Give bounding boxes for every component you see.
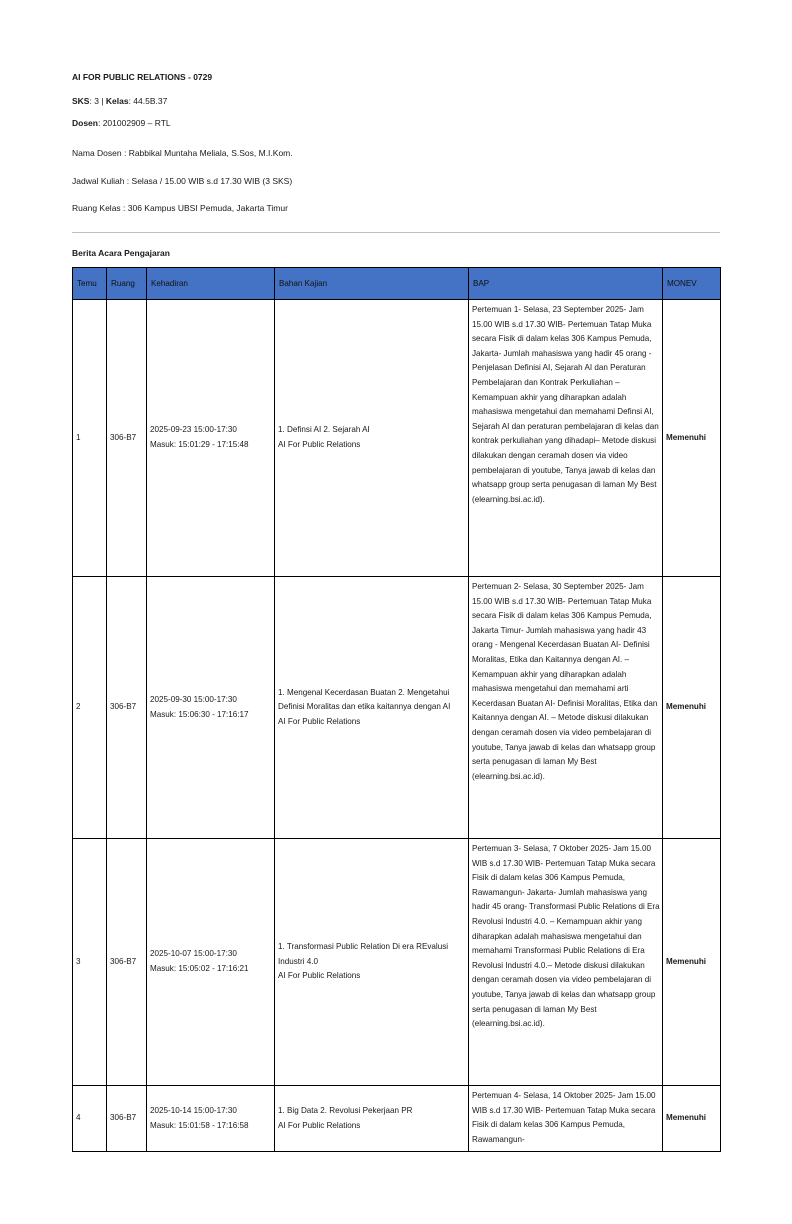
cell-monev: Memenuhi [663,577,721,839]
cell-monev: Memenuhi [663,1086,721,1152]
cell-temu: 3 [73,839,107,1086]
sks-label: SKS [72,96,90,106]
cell-ruang: 306-B7 [107,300,147,577]
cell-monev: Memenuhi [663,300,721,577]
cell-bahan-kajian [275,577,469,839]
col-header-ruang: Ruang [107,268,147,300]
jadwal-kuliah: Jadwal Kuliah : Selasa / 15.00 WIB s.d 17.30 WIB (3 SKS) [72,176,293,186]
bahan-topics: 1. Big Data 2. Revolusi Pekerjaan PR [278,1105,413,1115]
bahan-course: AI For Public Relations [278,1120,361,1130]
cell-bahan-kajian [275,839,469,1086]
cell-monev: Memenuhi [663,839,721,1086]
dosen-value: : 201002909 – RTL [97,118,171,128]
nama-dosen: Nama Dosen : Rabbikal Muntaha Meliala, S.Sos, M.I.Kom. [72,148,293,158]
dosen-label: Dosen [72,118,98,128]
col-header-bahan-kajian: Bahan Kajian [275,268,469,300]
kehadiran-schedule: 2025-10-14 15:00-17:30 [150,1105,237,1115]
cell-kehadiran [147,300,275,577]
table-row [73,300,721,577]
cell-ruang: 306-B7 [107,1086,147,1152]
col-header-bap: BAP [469,268,663,300]
cell-temu: 4 [73,1086,107,1152]
bahan-course: AI For Public Relations [278,971,361,981]
table-row [73,839,721,1086]
cell-bap: Pertemuan 1- Selasa, 23 September 2025- Jam 15.00 WIB s.d 17.30 WIB- Pertemuan Tatap Muka secara Fisik di dalam kelas 306 Kampus Pemuda, Jakarta- Jumlah mahasiswa yang hadir 45 orang - Penjelasan Definisi AI, Sejarah AI dan Peraturan Pembelajaran dan Kontrak Perkuliahan – Kemampuan akhir yang diharapkan adalah mahasiswa mengetahui dan memahami Definsi AI, Sejarah AI dan peraturan pembelajaran di kelas dan kontrak perkuliahan yang dihadapi– Metode diskusi dilakukan dengan ceramah dosen via video pembelajaran di youtube, Tanya jawab di kelas dan whatsapp group serta penugasan di laman My Best (elearning.bsi.ac.id). [469,300,663,577]
kehadiran-schedule: 2025-09-30 15:00-17:30 [150,694,237,704]
cell-kehadiran [147,839,275,1086]
bahan-topics: 1. Transformasi Public Relation Di era REvalusi Industri 4.0 [278,942,449,966]
bahan-course: AI For Public Relations [278,440,361,449]
kehadiran-masuk: Masuk: 15:05:02 - 17:16:21 [150,964,249,973]
cell-kehadiran [147,1086,275,1152]
cell-temu: 1 [73,300,107,577]
course-title: AI FOR PUBLIC RELATIONS - 0729 [72,72,213,82]
kelas-label: Kelas [105,96,129,106]
table-row [73,1086,721,1152]
cell-ruang: 306-B7 [107,839,147,1086]
sks-kelas-line [72,96,167,106]
kehadiran-masuk: Masuk: 15:01:58 - 17:16:58 [150,1120,249,1130]
cell-bap: Pertemuan 3- Selasa, 7 Oktober 2025- Jam 15.00 WIB s.d 17.30 WIB- Pertemuan Tatap Muka secara Fisik di dalam kelas 306 Kampus Pemuda, Rawamangun- Jakarta- Jumlah mahasiswa yang hadir 45 orang- Transformasi Public Relations di Era Revolusi Industri 4.0. – Kemampuan akhir yang diharapkan adalah mahasiswa mengetahui dan memahami Transformasi Public Relations di Era Revolusi Industri 4.0.– Metode diskusi dilakukan dengan ceramah dosen via video pembelajaran di youtube, Tanya jawab di kelas dan whatsapp group serta penugasan di laman My Best (elearning.bsi.ac.id). [469,839,663,1086]
sks-value: : 3 | [89,96,106,106]
bahan-topics: 1. Mengenal Kecerdasan Buatan 2. Mengetahui Definisi Moralitas dan etika kaitannya dengan AI [278,687,451,712]
cell-bahan-kajian [275,1086,469,1152]
cell-bap: Pertemuan 2- Selasa, 30 September 2025- Jam 15.00 WIB s.d 17.30 WIB- Pertemuan Tatap Muka secara Fisik di dalam kelas 306 Kampus Pemuda, Jakarta Timur- Jumlah mahasiswa yang hadir 43 orang - Mengenal Kecerdasan Buatan AI- Definisi Moralitas, Etika dan Kaitannya dengan AI. – Kemampuan akhir yang diharapkan adalah mahasiswa mengetahui dan memahami arti Kecerdasan Buatan AI- Definisi Moralitas, Etika dan Kaitannya dengan AI. – Metode diskusi dilakukan dengan ceramah dosen via video pembelajaran di youtube, Tanya jawab di kelas dan whatsapp group serta penugasan di laman My Best (elearning.bsi.ac.id). [469,577,663,839]
col-header-kehadiran: Kehadiran [147,268,275,300]
cell-bahan-kajian [275,300,469,577]
ruang-kelas: Ruang Kelas : 306 Kampus UBSI Pemuda, Jakarta Timur [72,203,288,213]
bahan-course: AI For Public Relations [278,716,361,726]
kelas-value: : 44.5B.37 [128,96,168,106]
cell-temu: 2 [73,577,107,839]
col-header-monev: MONEV [663,268,721,300]
col-header-temu: Temu [73,268,107,300]
table-header-row [73,268,721,300]
cell-kehadiran [147,577,275,839]
divider [72,232,720,233]
bap-table [72,267,721,1152]
kehadiran-schedule: 2025-10-07 15:00-17:30 [150,949,237,959]
dosen-line [72,118,171,128]
kehadiran-masuk: Masuk: 15:06:30 - 17:16:17 [150,709,249,719]
section-title: Berita Acara Pengajaran [72,248,170,258]
bahan-topics: 1. Definsi AI 2. Sejarah AI [278,425,370,435]
cell-ruang: 306-B7 [107,577,147,839]
cell-bap: Pertemuan 4- Selasa, 14 Oktober 2025- Jam 15.00 WIB s.d 17.30 WIB- Pertemuan Tatap Muka secara Fisik di dalam kelas 306 Kampus Pemuda, Rawamangun- [469,1086,663,1152]
kehadiran-schedule: 2025-09-23 15:00-17:30 [150,425,237,435]
kehadiran-masuk: Masuk: 15:01:29 - 17:15:48 [150,440,249,449]
table-row [73,577,721,839]
